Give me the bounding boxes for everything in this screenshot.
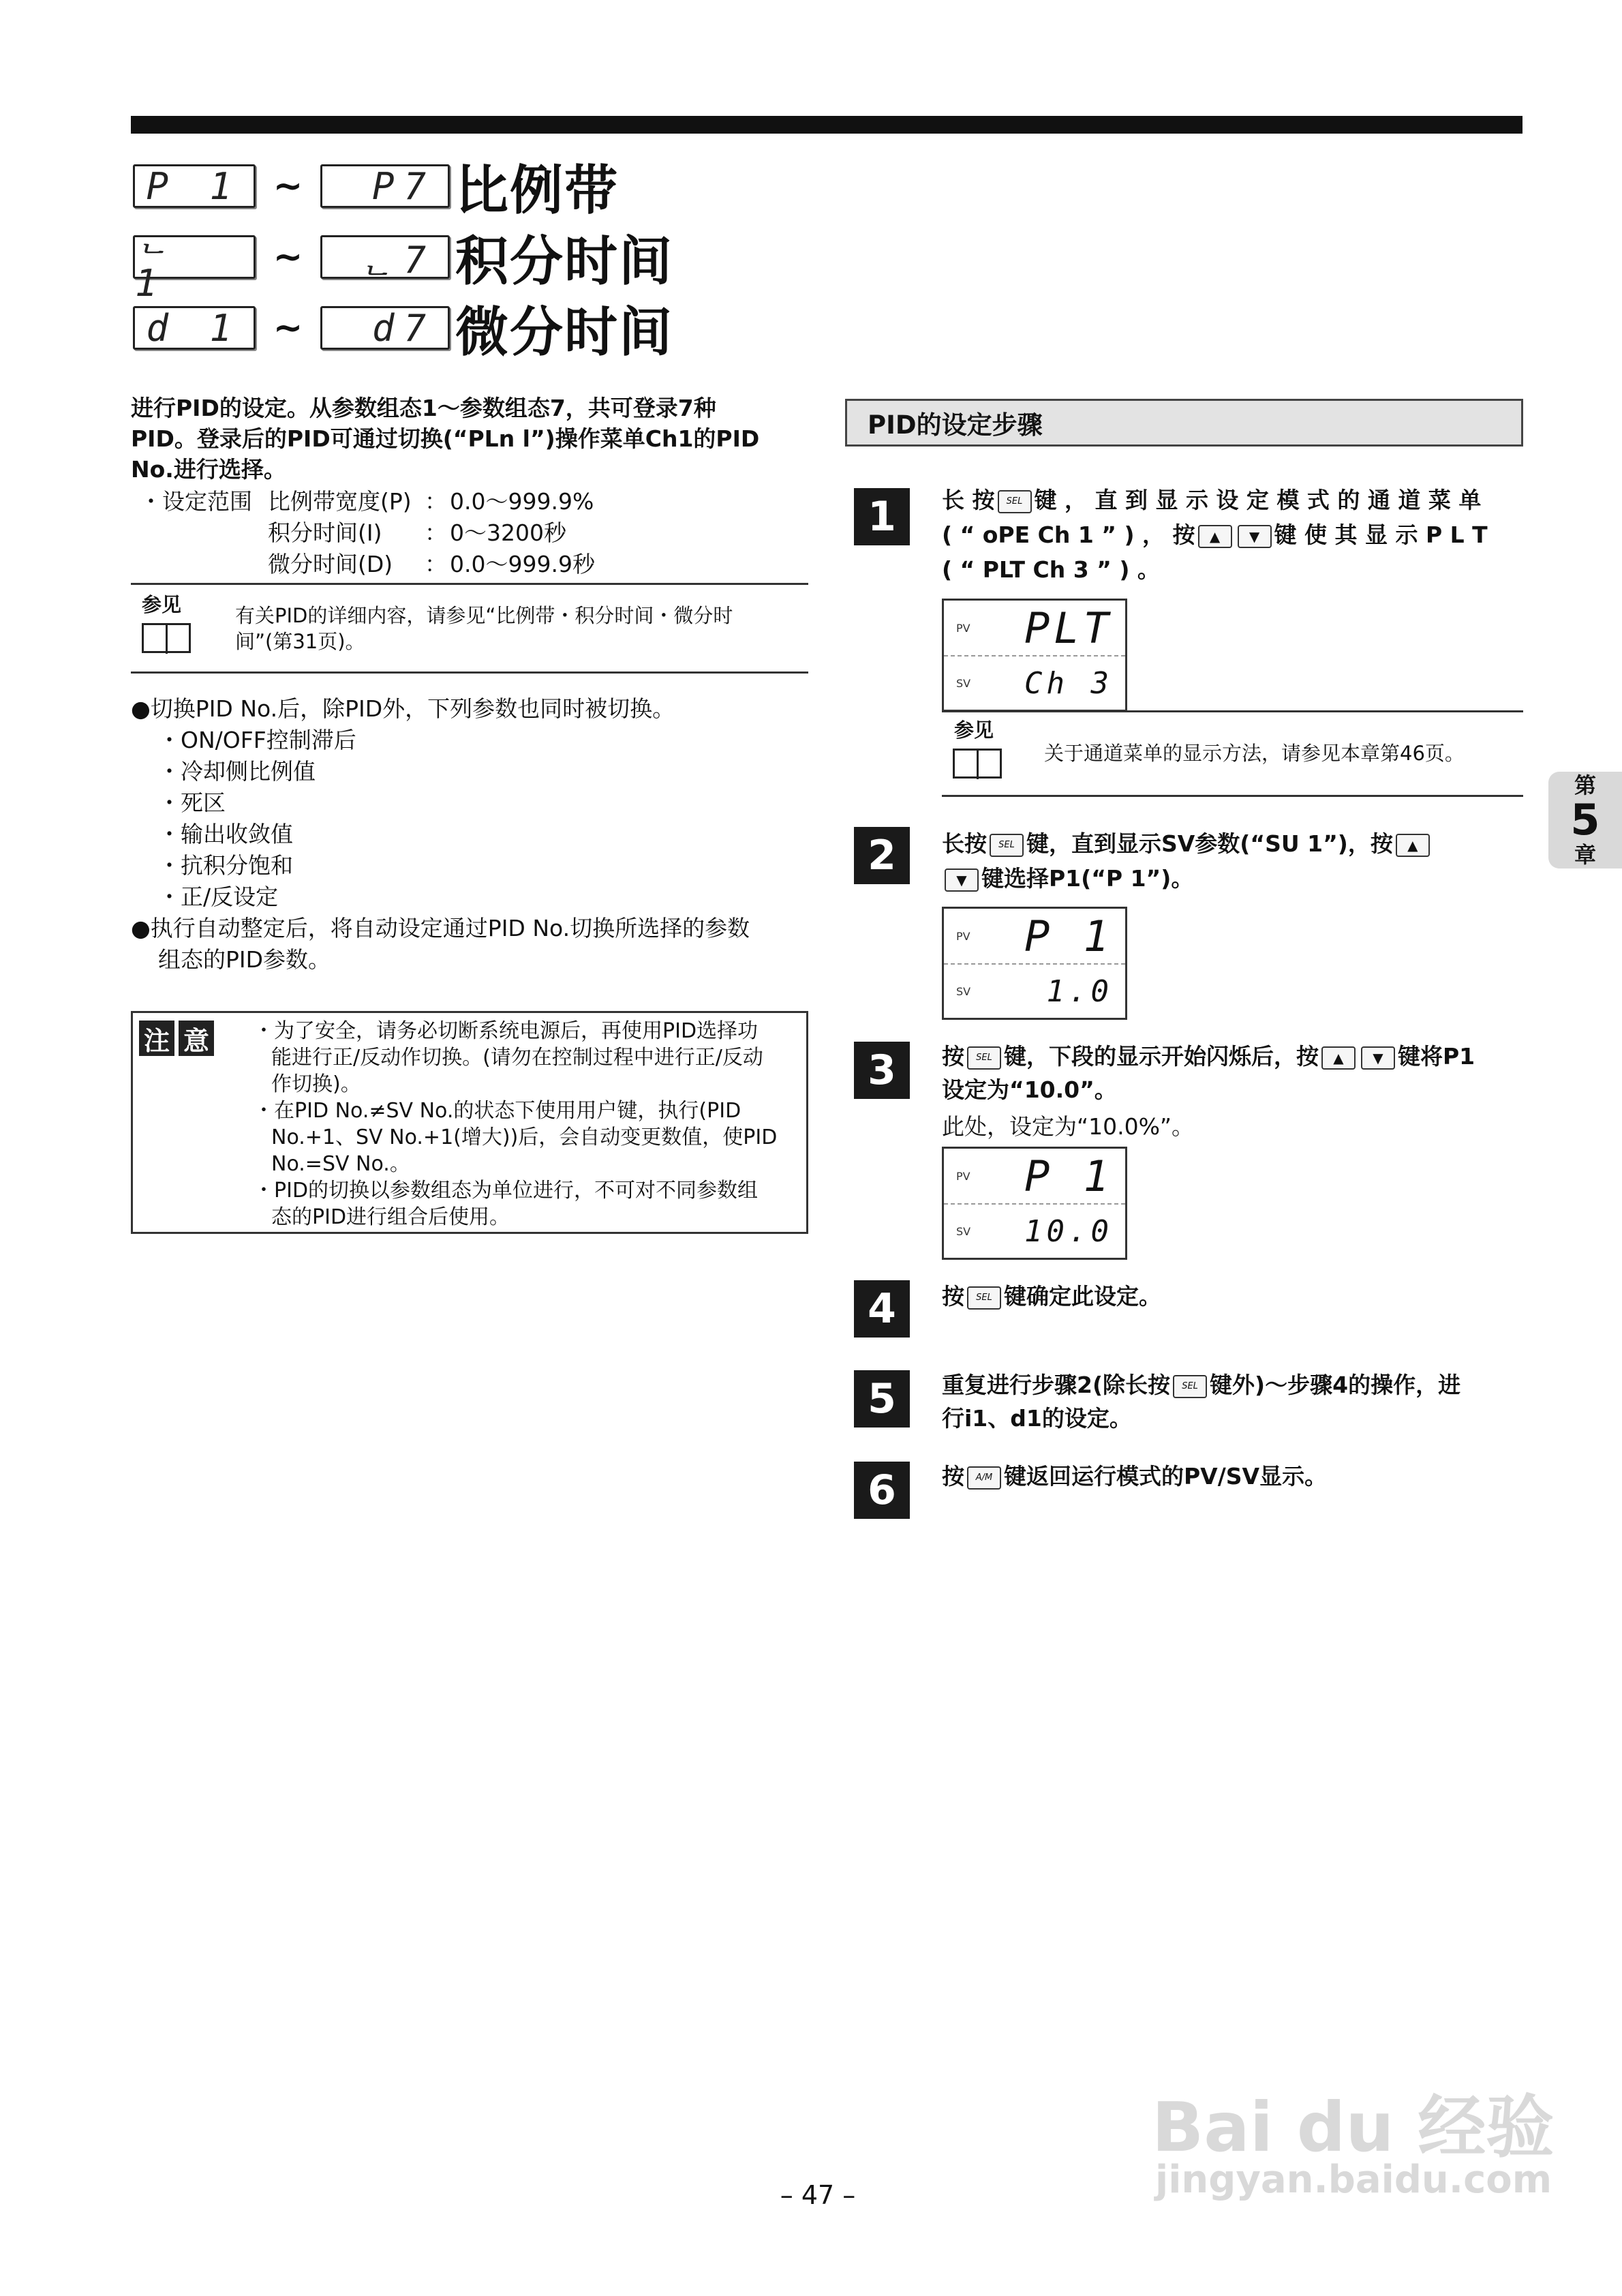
up-key-icon: ▲ [1396, 834, 1430, 857]
bullet-2-line-2: 组态的PID参数。 [158, 946, 331, 973]
step-number-4: 4 [854, 1280, 910, 1338]
sv-label: SV [956, 676, 971, 690]
ref2-bottom-rule [942, 795, 1523, 797]
list-item: ・ON/OFF控制滞后 [158, 727, 356, 753]
intro-line-1: 进行PID的设定。从参数组态1～参数组态7，共可登录7种 [131, 395, 716, 421]
pv-label: PV [956, 621, 970, 635]
step-text: 键，直到显示SV参数(“SU 1”)，按 [1026, 830, 1393, 857]
step-text: 键 使 其 显 示 P L T [1274, 522, 1488, 548]
segment-display-i1: ᆫ 1 [133, 235, 256, 279]
step-text: 键将P1 [1398, 1043, 1475, 1070]
sel-key-icon: SEL [1173, 1375, 1207, 1398]
range-colon: ： [425, 519, 447, 546]
step-text: 键 ， 直 到 显 示 设 定 模 式 的 通 道 菜 单 [1034, 487, 1482, 513]
bullet-2-line-1: ●执行自动整定后，将自动设定通过PID No.切换所选择的参数 [131, 915, 750, 941]
step-text: 长 按 [942, 487, 995, 513]
step-number-5: 5 [854, 1370, 910, 1428]
pv-value: PLT [1024, 603, 1113, 653]
procedure-title: PID的设定步骤 [868, 410, 1043, 440]
range-name-i: 积分时间(I) [268, 519, 382, 546]
sel-key-icon: SEL [967, 1046, 1001, 1070]
caution-line-8: 态的PID进行组合后使用。 [271, 1205, 510, 1229]
step-text: 键选择P1(“P 1”)。 [981, 865, 1194, 892]
list-item: ・死区 [158, 789, 226, 816]
caution-line-1: ・为了安全，请务必切断系统电源后，再使用PID选择功 [254, 1019, 759, 1043]
tilde: ~ [273, 307, 303, 348]
range-name-d: 微分时间(D) [268, 551, 393, 577]
am-key-icon: A/M [967, 1466, 1001, 1490]
book-icon [142, 623, 191, 653]
heading-proportional-band [133, 155, 619, 222]
ref-top-rule [131, 583, 808, 585]
step-4-line-1 [942, 1279, 1161, 1314]
caution-line-5: No.+1、SV No.+1(增大))后，会自动变更数值，使PID [271, 1126, 778, 1149]
down-key-icon: ▼ [1238, 525, 1272, 548]
watermark-brand: Bai du 经验 [1152, 2087, 1555, 2167]
heading-integral-time [133, 217, 674, 305]
range-name-p: 比例带宽度(P) [268, 488, 412, 515]
range-value-i: 0～3200秒 [450, 519, 566, 546]
segment-display-p1: P 1 [133, 164, 256, 208]
step-2-line-2 [942, 861, 1193, 896]
step-text: 长按 [942, 830, 987, 857]
step-6-line-1 [942, 1459, 1327, 1494]
step-3-line-2: 设定为“10.0”。 [942, 1076, 1117, 1103]
tilde: ~ [273, 166, 303, 207]
segment-display-i7: ᆫ7 [320, 235, 450, 279]
heading-title: 微分时间 [455, 302, 674, 363]
sv-value: 1.0 [1046, 973, 1113, 1009]
chapter-tab-bottom: 章 [1574, 842, 1596, 868]
up-key-icon: ▲ [1198, 525, 1232, 548]
ref-label: 参见 [142, 593, 182, 616]
step-text: 键，下段的显示开始闪烁后，按 [1004, 1043, 1319, 1070]
range-colon: ： [425, 488, 447, 515]
sel-key-icon: SEL [990, 834, 1024, 857]
ref2-top-rule [942, 710, 1523, 712]
tilde: ~ [273, 237, 303, 277]
segment-display-d1: d 1 [133, 306, 256, 350]
step-number-2: 2 [854, 827, 910, 884]
down-key-icon: ▼ [945, 868, 979, 892]
display-panel-3 [942, 1147, 1127, 1260]
sv-label: SV [956, 984, 971, 998]
book-icon [953, 749, 1002, 779]
pv-label: PV [956, 929, 970, 943]
sel-key-icon: SEL [967, 1286, 1001, 1310]
display-panel-2 [942, 907, 1127, 1020]
ref2-text: 关于通道菜单的显示方法，请参见本章第46页。 [1044, 742, 1465, 765]
up-key-icon: ▲ [1321, 1046, 1356, 1070]
sv-value-blinking: 10.0 [1024, 1213, 1113, 1249]
down-key-icon: ▼ [1361, 1046, 1395, 1070]
step-number-1: 1 [854, 488, 910, 545]
step-text: 键确定此设定。 [1004, 1283, 1161, 1310]
list-item: ・冷却侧比例值 [158, 758, 316, 785]
step-text: 按 [942, 1463, 964, 1490]
procedure-title-bar [845, 399, 1523, 447]
caution-line-7: ・PID的切换以参数组态为单位进行，不可对不同参数组 [254, 1179, 759, 1203]
list-item: ・正/反设定 [158, 883, 279, 910]
step-number-3: 3 [854, 1042, 910, 1099]
range-value-d: 0.0～999.9秒 [450, 551, 595, 577]
caution-line-2: 能进行正/反动作切换。(请勿在控制过程中进行正/反动 [271, 1046, 763, 1070]
pv-value: P 1 [1024, 1151, 1113, 1201]
heading-derivative-time [133, 297, 674, 363]
pv-label: PV [956, 1169, 970, 1183]
step-5-line-1 [942, 1368, 1460, 1402]
top-rule [131, 116, 1522, 134]
step-3-line-3: 此处，设定为“10.0%”。 [942, 1113, 1195, 1140]
chapter-tab [1548, 772, 1622, 868]
step-number-6: 6 [854, 1462, 910, 1519]
heading-title: 比例带 [455, 160, 619, 222]
step-text: 重复进行步骤2(除长按 [942, 1372, 1171, 1398]
segment-display-p7: P7 [320, 164, 450, 208]
sv-value: Ch 3 [1024, 665, 1113, 701]
step-1-line-1 [942, 483, 1481, 517]
step-3-line-1 [942, 1039, 1475, 1074]
watermark-url: jingyan.baidu.com [1155, 2158, 1552, 2202]
step-text: 按 [942, 1283, 964, 1310]
list-item: ・抗积分饱和 [158, 852, 293, 879]
range-label: ・设定范围 [140, 488, 252, 515]
ref-text-1: 有关PID的详细内容，请参见“比例带・积分时间・微分时 [235, 604, 733, 627]
step-text: ( “ oPE Ch 1 ” ) ， 按 [942, 522, 1195, 548]
intro-line-3: No.进行选择。 [131, 456, 286, 483]
ref-text-2: 间”(第31页)。 [235, 630, 365, 653]
pv-value: P 1 [1024, 911, 1113, 961]
ref-bottom-rule [131, 671, 808, 674]
caution-line-4: ・在PID No.≠SV No.的状态下使用用户键，执行(PID [254, 1099, 741, 1123]
range-value-p: 0.0～999.9% [450, 488, 594, 515]
sel-key-icon: SEL [998, 490, 1032, 513]
chapter-tab-number: 5 [1570, 795, 1600, 845]
chapter-tab-top: 第 [1574, 772, 1596, 798]
caution-line-3: 作切换)。 [271, 1072, 361, 1096]
step-text: 按 [942, 1043, 964, 1070]
step-5-line-2: 行i1、d1的设定。 [942, 1405, 1132, 1432]
intro-line-2: PID。登录后的PID可通过切换(“PLn l”)操作菜单Ch1的PID [131, 425, 760, 452]
caution-line-6: No.=SV No.。 [271, 1152, 410, 1176]
heading-title: 积分时间 [455, 231, 674, 292]
page-number: – 47 – [780, 2180, 856, 2210]
caution-chip-1: 注 [139, 1021, 174, 1056]
sv-label: SV [956, 1224, 971, 1238]
step-1-line-3: ( “ PLT Ch 3 ” ) 。 [942, 556, 1160, 583]
step-text: 键返回运行模式的PV/SV显示。 [1004, 1463, 1328, 1490]
step-text: 键外)～步骤4的操作，进 [1210, 1372, 1461, 1398]
ref2-label: 参见 [954, 719, 994, 742]
range-colon: ： [425, 551, 447, 577]
list-item: ・输出收敛值 [158, 821, 293, 847]
step-1-line-2 [942, 517, 1488, 552]
display-panel-1 [942, 599, 1127, 712]
segment-display-d7: d7 [320, 306, 450, 350]
bullet-1: ●切换PID No.后，除PID外，下列参数也同时被切换。 [131, 695, 675, 722]
step-2-line-1 [942, 826, 1433, 861]
caution-chip-2: 意 [179, 1021, 214, 1056]
